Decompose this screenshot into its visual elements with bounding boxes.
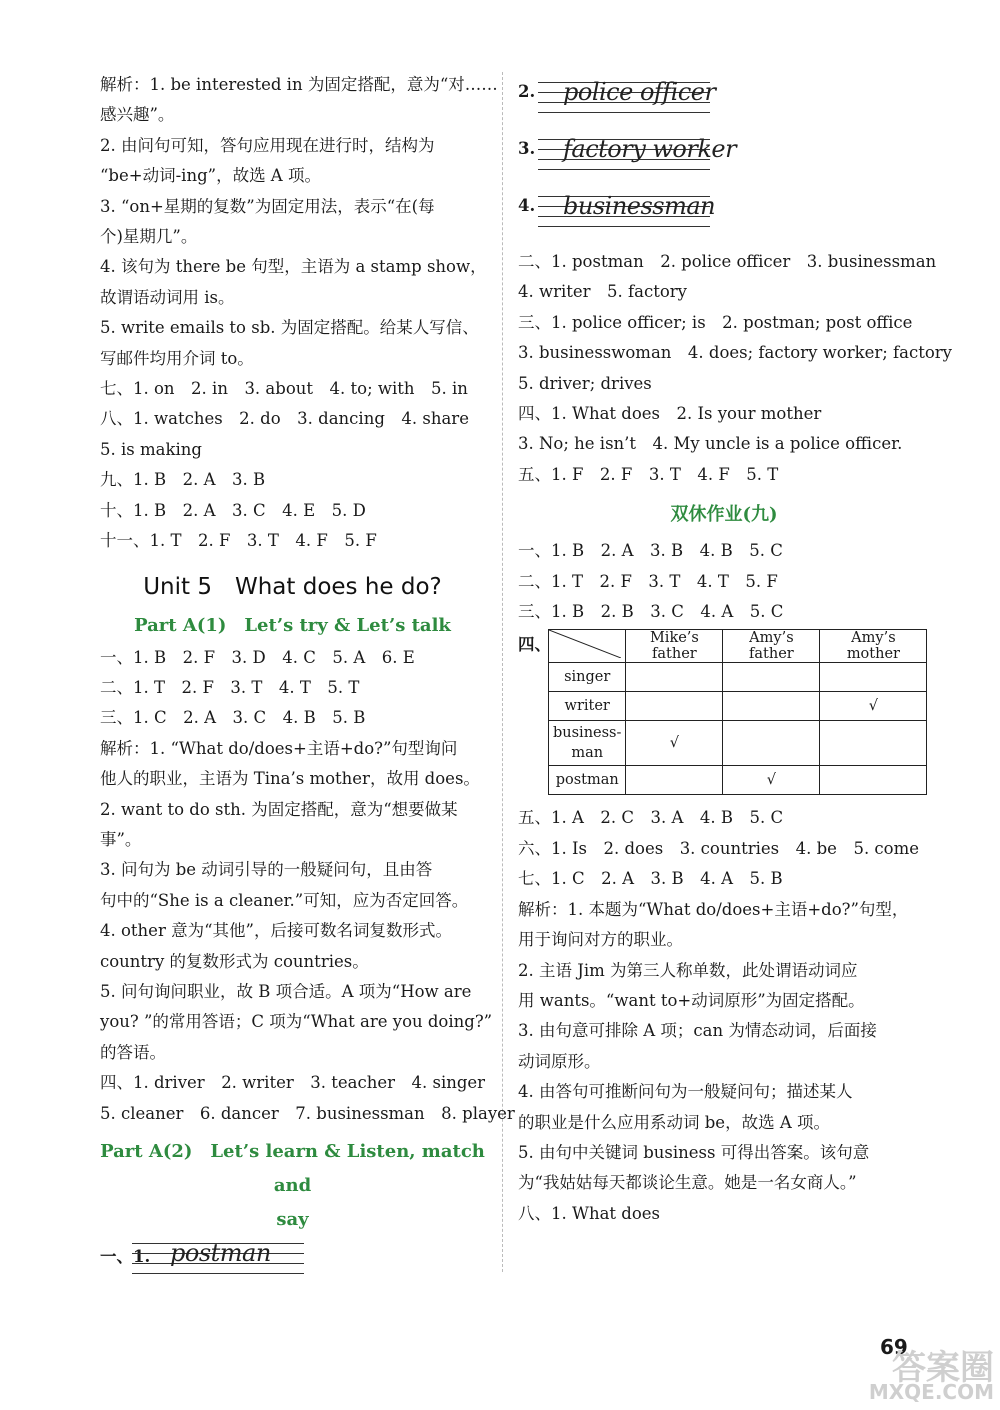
watermark-text: 答案圈: [892, 1348, 994, 1388]
answer-line: 的职业是什么应用系动词 be，故选 A 项。: [518, 1112, 830, 1132]
table-cell: [723, 663, 820, 692]
left-column: [100, 70, 515, 1294]
answer-line: 2. 由问句可知，答句应用现在进行时，结构为: [100, 135, 435, 155]
answer-line: 七、1. C 2. A 3. B 4. A 5. B: [518, 869, 783, 889]
answer-line: 3. 由句意可排除 A 项；can 为情态动词，后面接: [518, 1021, 877, 1041]
watermark-url: MXQE.COM: [868, 1380, 994, 1404]
handwriting-block: [518, 76, 930, 247]
answer-line: 个)星期几”。: [100, 227, 198, 247]
weekend-homework-title: 双休作业(九): [670, 504, 778, 526]
right-answers-block-1: [518, 247, 952, 490]
handwritten-word: businessman: [563, 192, 716, 220]
answer-line: 感兴趣”。: [100, 105, 175, 125]
answer-line: “be+动词-ing”，故选 A 项。: [100, 166, 321, 186]
answer-line: 一、1. B 2. F 3. D 4. C 5. A 6. E: [100, 647, 415, 667]
answer-line: 七、1. on 2. in 3. about 4. to; with 5. in: [100, 379, 468, 399]
check-mark: √: [820, 692, 927, 721]
table-cell: [723, 692, 820, 721]
right-answers-block-3: [518, 803, 930, 1229]
handwritten-word: police officer: [563, 78, 716, 106]
answer-line: 3. No; he isn’t 4. My uncle is a police officer.: [518, 434, 903, 454]
occupation-table: [548, 629, 927, 795]
answer-line: 5. 问句询问职业，故 B 项合适。A 项为“How are: [100, 981, 472, 1001]
table-row: [549, 721, 927, 766]
answer-line: 2. want to do sth. 为固定搭配，意为“想要做某: [100, 799, 458, 819]
answer-line: 为“我姑姑每天都谈论生意。她是一名女商人。”: [518, 1173, 857, 1193]
answer-line: 3. “on+星期的复数”为固定用法，表示“在(每: [100, 196, 435, 216]
right-column: [518, 76, 952, 1229]
left-answers-block-1: [100, 70, 498, 557]
answer-line: 他人的职业，主语为 Tina’s mother，故用 does。: [100, 769, 480, 789]
handwriting-row: [518, 76, 930, 133]
table-row: [549, 692, 927, 721]
answer-line: 故谓语动词用 is。: [100, 287, 235, 307]
answer-line: 二、1. T 2. F 3. T 4. T 5. F: [518, 571, 778, 591]
answer-line: 用于询问对方的职业。: [518, 930, 683, 950]
answer-line: 5. write emails to sb. 为固定搭配。给某人写信、: [100, 318, 479, 338]
table-row: [549, 663, 927, 692]
handwritten-word: factory worker: [563, 135, 737, 163]
answer-line: 4. 由答句可推断问句为一般疑问句；描述某人: [518, 1082, 853, 1102]
table-row: [549, 766, 927, 795]
answer-line: 5. is making: [100, 439, 202, 459]
answer-line: 三、1. B 2. B 3. C 4. A 5. C: [518, 602, 784, 622]
answer-line: 四、1. driver 2. writer 3. teacher 4. singer: [100, 1073, 486, 1093]
handwriting-row: [518, 133, 930, 190]
answer-line: 解析：1. “What do/does+主语+do?”句型询问: [100, 738, 458, 758]
answer-line: 六、1. Is 2. does 3. countries 4. be 5. come: [518, 838, 920, 858]
table-cell: [626, 692, 723, 721]
part-a2-heading: Part A(2) Let’s learn & Listen, match and: [100, 1141, 485, 1196]
row-label: singer: [549, 663, 626, 692]
answer-line: 5. cleaner 6. dancer 7. businessman 8. player: [100, 1103, 515, 1123]
answer-line: 五、1. A 2. C 3. A 4. B 5. C: [518, 808, 784, 828]
handwriting-number: 3.: [518, 139, 536, 158]
answer-line: 4. writer 5. factory: [518, 282, 688, 302]
table-section: [518, 629, 930, 795]
answer-line: 三、1. C 2. A 3. C 4. B 5. B: [100, 708, 366, 728]
table-cell: [820, 663, 927, 692]
answer-line: 四、1. What does 2. Is your mother: [518, 404, 822, 424]
answer-line: 二、1. T 2. F 3. T 4. T 5. T: [100, 677, 360, 697]
table-header-mike-father: Mike’s father: [626, 630, 723, 663]
check-mark: √: [626, 721, 723, 766]
row-label: business-man: [549, 721, 626, 766]
column-divider: [502, 72, 503, 1272]
answer-line: 解析：1. be interested in 为固定搭配，意为“对……: [100, 75, 498, 94]
answer-line: 5. 由句中关键词 business 可得出答案。该句意: [518, 1142, 870, 1162]
part-a1-heading: Part A(1) Let’s try & Let’s talk: [134, 614, 451, 636]
unit-title: Unit 5 What does he do?: [143, 573, 442, 600]
answer-line: country 的复数形式为 countries。: [100, 951, 369, 971]
answer-line: 十一、1. T 2. F 3. T 4. F 5. F: [100, 531, 377, 551]
answer-line: 三、1. police officer; is 2. postman; post office: [518, 312, 913, 332]
table-cell: [626, 663, 723, 692]
table-cell: [626, 766, 723, 795]
handwriting-row-1: [100, 1237, 485, 1294]
answer-line: you? ”的常用答语；C 项为“What are you doing?”: [100, 1012, 493, 1032]
answer-line: 3. businesswoman 4. does; factory worker; factory: [518, 343, 952, 363]
handwriting-row: [518, 190, 930, 247]
table-cell: [820, 721, 927, 766]
row-label: postman: [549, 766, 626, 795]
table-header-amy-mother: Amy’s mother: [820, 630, 927, 663]
table-cell: [820, 766, 927, 795]
answer-line: 动词原形。: [518, 1051, 601, 1071]
handwritten-word: postman: [170, 1239, 271, 1267]
table-label: 四、: [518, 635, 551, 655]
answer-line: 句中的“She is a cleaner.”可知，应为否定回答。: [100, 890, 469, 910]
answer-line: 九、1. B 2. A 3. B: [100, 470, 266, 490]
answer-line: 4. other 意为“其他”，后接可数名词复数形式。: [100, 921, 452, 941]
table-cell: [723, 721, 820, 766]
answer-line: 用 wants。“want to+动词原形”为固定搭配。: [518, 990, 865, 1010]
check-mark: √: [723, 766, 820, 795]
left-answers-block-2: [100, 643, 515, 1130]
handwriting-number: 一、1.: [100, 1247, 151, 1266]
part-a2-heading-cont: say: [276, 1209, 309, 1230]
answer-line: 五、1. F 2. F 3. T 4. F 5. T: [518, 464, 779, 484]
right-answers-block-2: [518, 536, 930, 627]
answer-line: 一、1. B 2. A 3. B 4. B 5. C: [518, 541, 783, 561]
answer-line: 解析：1. 本题为“What do/does+主语+do?”句型，: [518, 899, 909, 919]
answer-line: 3. 问句为 be 动词引导的一般疑问句，且由答: [100, 860, 433, 880]
answer-line: 写邮件均用介词 to。: [100, 348, 254, 368]
table-header-amy-father: Amy’s father: [723, 630, 820, 663]
diagonal-line: [549, 630, 621, 658]
handwriting-number: 2.: [518, 82, 536, 101]
answer-line: 二、1. postman 2. police officer 3. businessman: [518, 252, 937, 271]
answer-line: 八、1. What does: [518, 1203, 661, 1223]
answer-line: 5. driver; drives: [518, 373, 652, 393]
handwriting-number: 4.: [518, 196, 536, 215]
watermark-logo: [868, 1340, 998, 1408]
answer-line: 八、1. watches 2. do 3. dancing 4. share: [100, 409, 469, 429]
answer-line: 4. 该句为 there be 句型，主语为 a stamp show，: [100, 257, 487, 277]
answer-line: 2. 主语 Jim 为第三人称单数，此处谓语动词应: [518, 960, 858, 980]
table-corner-cell: [549, 630, 626, 663]
row-label: writer: [549, 692, 626, 721]
page-number: 69: [880, 1335, 908, 1359]
answer-line: 事”。: [100, 829, 142, 849]
answer-line: 的答语。: [100, 1042, 166, 1062]
answer-line: 十、1. B 2. A 3. C 4. E 5. D: [100, 500, 366, 520]
